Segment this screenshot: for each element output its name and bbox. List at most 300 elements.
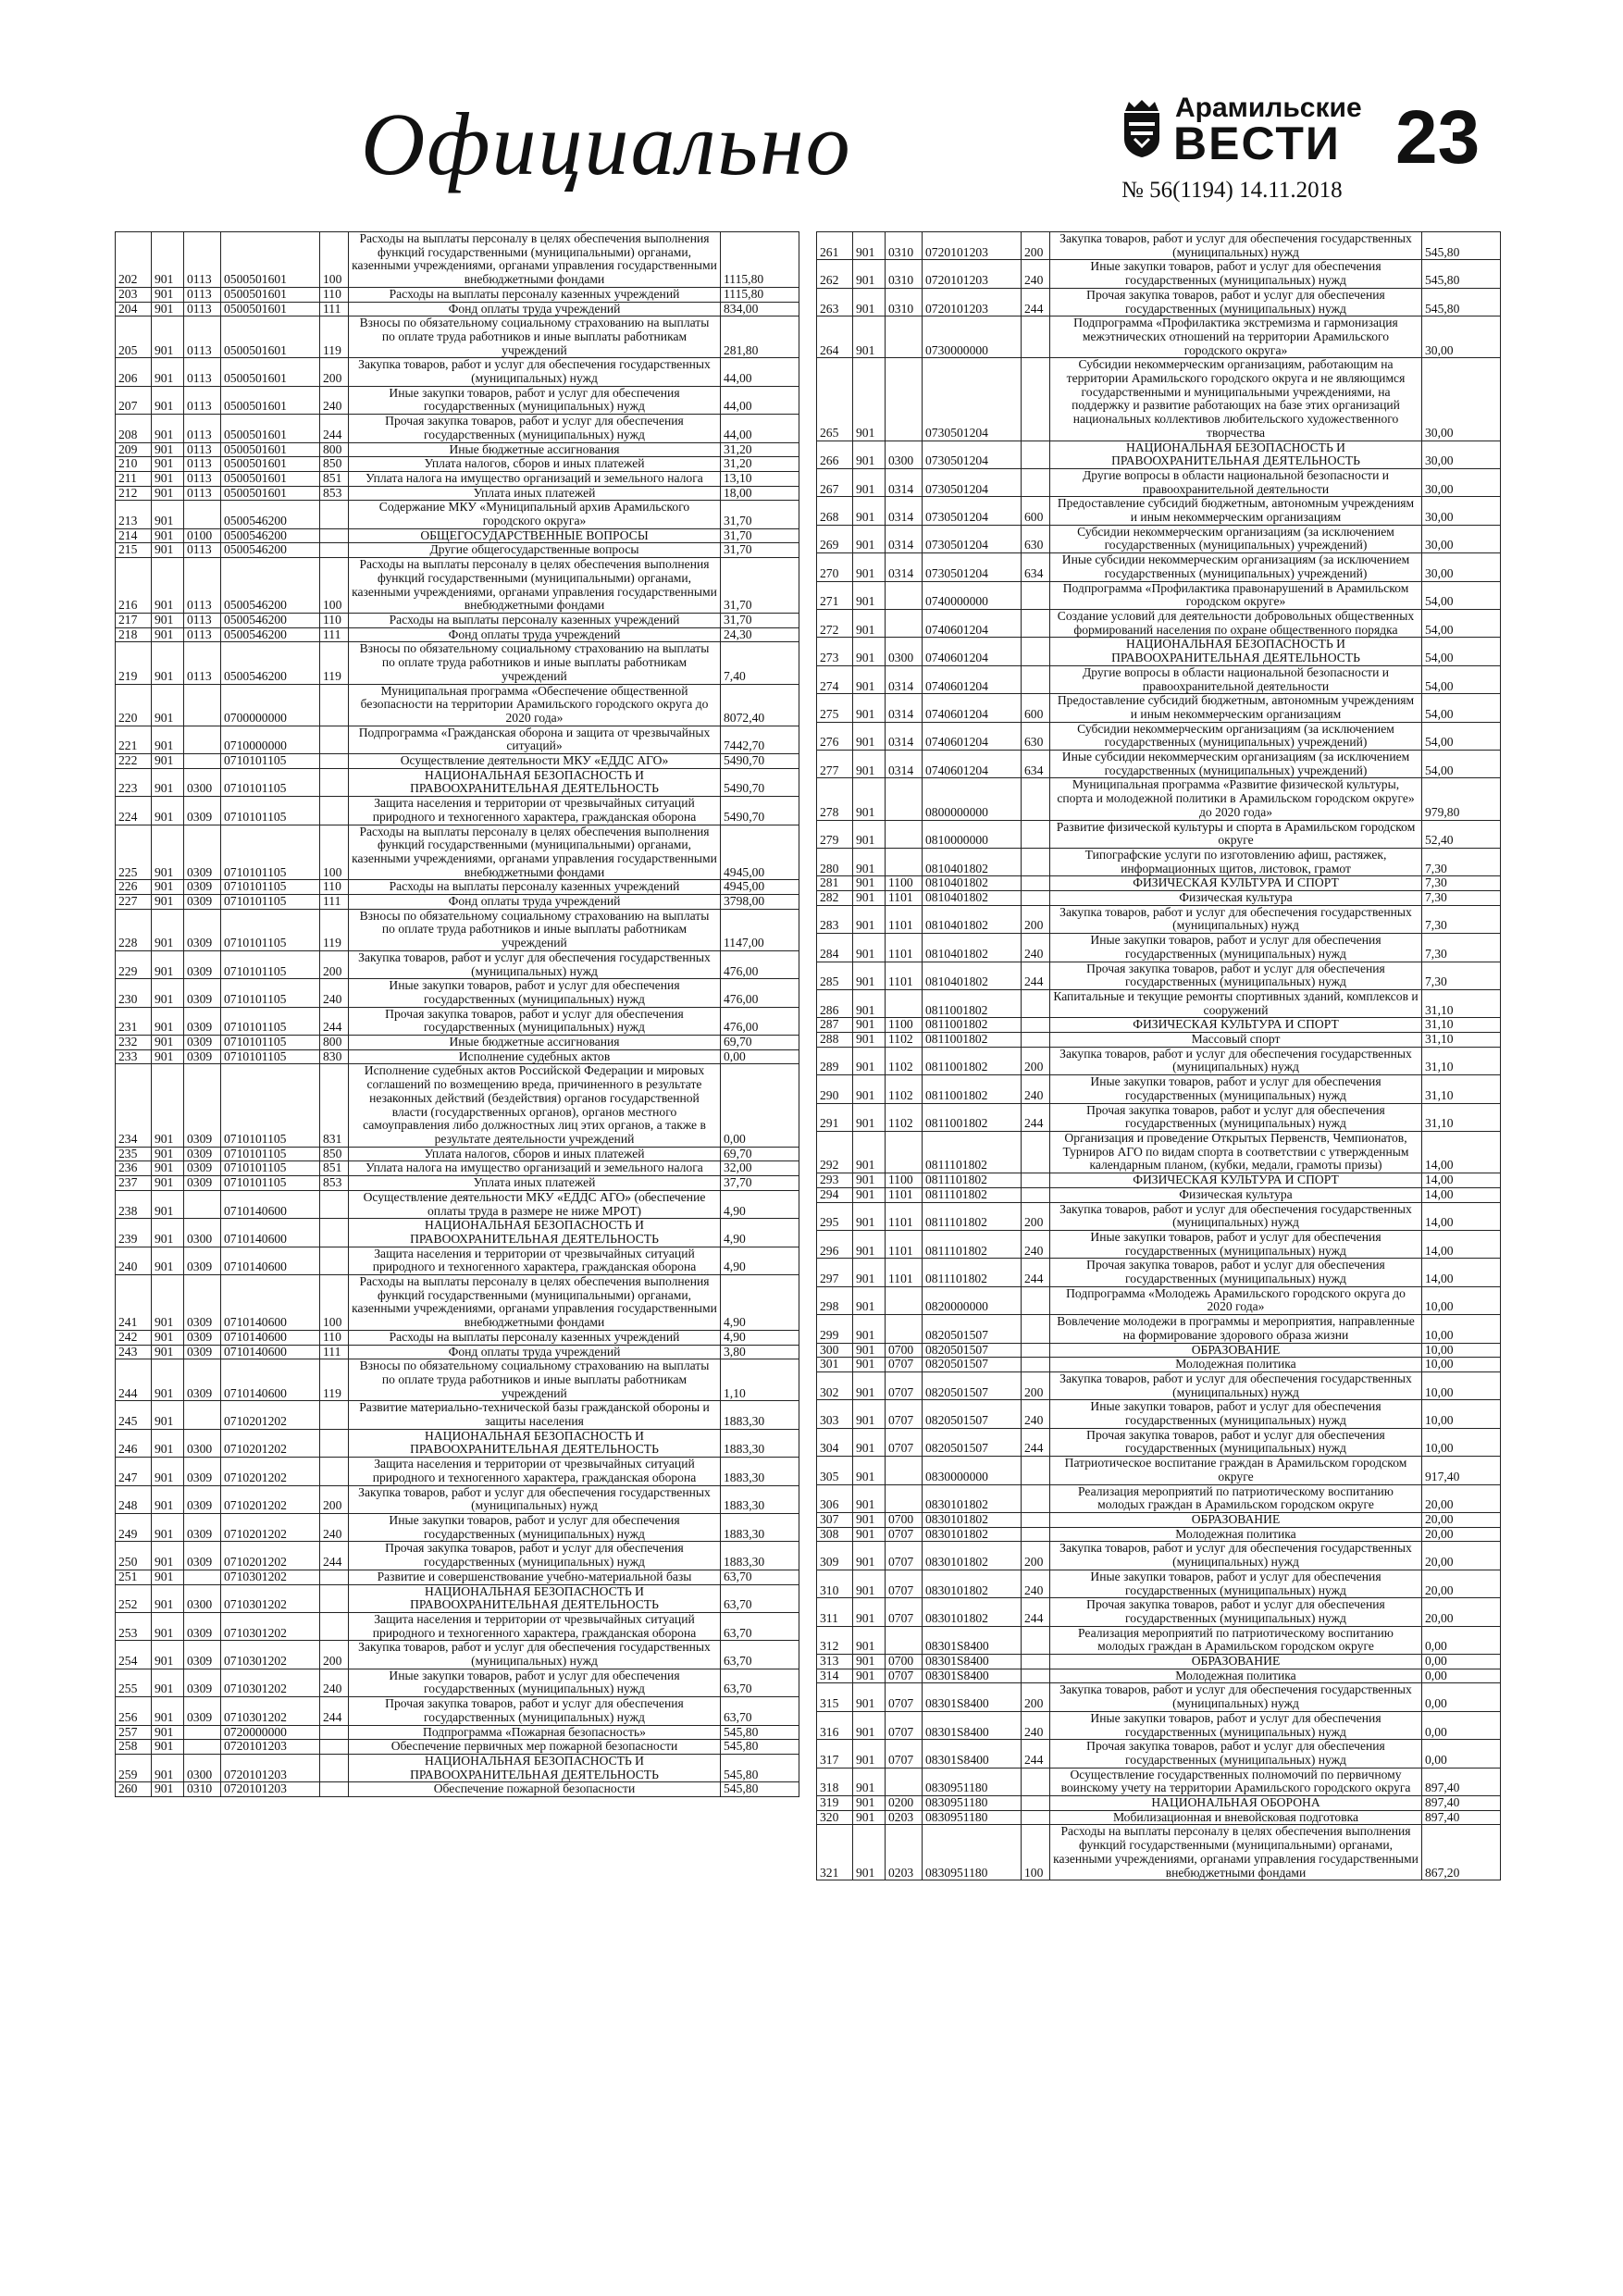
row-number: 248 bbox=[116, 1485, 152, 1513]
expense-type-code: 244 bbox=[1022, 1598, 1050, 1626]
row-number: 267 bbox=[817, 468, 853, 496]
row-number: 250 bbox=[116, 1542, 152, 1570]
section-code: 0309 bbox=[184, 1007, 221, 1035]
row-number: 297 bbox=[817, 1259, 853, 1286]
table-row bbox=[817, 1286, 1501, 1314]
description: Муниципальная программа «Обеспечение общественной безопасности на территории Арамильского городского округа до 2020 года» bbox=[349, 684, 721, 726]
table-row bbox=[817, 722, 1501, 750]
chief-admin-code: 901 bbox=[853, 848, 886, 875]
chief-admin-code: 901 bbox=[853, 441, 886, 468]
description: Физическая культура bbox=[1050, 891, 1422, 906]
row-number: 298 bbox=[817, 1286, 853, 1314]
description: Организация и проведение Открытых Первенств, Чемпионатов, Турниров АГО по видам спорта в соответствии с утвержденным календарным планом, (кубки, медали, грамоты призы) bbox=[1050, 1132, 1422, 1173]
table-row bbox=[116, 1036, 799, 1050]
section-code bbox=[886, 1315, 923, 1343]
description: Подпрограмма «Профилактика экстремизма и гармонизация межэтнических отношений на территории Арамильского городского округа» bbox=[1050, 316, 1422, 358]
section-code: 0203 bbox=[886, 1825, 923, 1880]
expense-type-code: 244 bbox=[1022, 1740, 1050, 1768]
description: Иные закупки товаров, работ и услуг для обеспечения государственных (муниципальных) нужд bbox=[349, 1669, 721, 1696]
expense-type-code: 110 bbox=[320, 613, 349, 627]
chief-admin-code: 901 bbox=[853, 468, 886, 496]
table-row bbox=[116, 1275, 799, 1331]
description: Прочая закупка товаров, работ и услуг для обеспечения государственных (муниципальных) нужд bbox=[349, 1007, 721, 1035]
expense-type-code bbox=[1022, 316, 1050, 358]
table-row bbox=[817, 905, 1501, 933]
amount: 20,00 bbox=[1422, 1598, 1501, 1626]
table-row bbox=[116, 1359, 799, 1401]
expense-type-code bbox=[1022, 1655, 1050, 1669]
amount: 14,00 bbox=[1422, 1187, 1501, 1202]
description: НАЦИОНАЛЬНАЯ БЕЗОПАСНОСТЬ И ПРАВООХРАНИТЕЛЬНАЯ ДЕЯТЕЛЬНОСТЬ bbox=[349, 1584, 721, 1612]
chief-admin-code: 901 bbox=[152, 1147, 184, 1161]
row-number: 301 bbox=[817, 1358, 853, 1372]
table-row bbox=[817, 1103, 1501, 1131]
chief-admin-code: 901 bbox=[853, 581, 886, 609]
section-code: 0309 bbox=[184, 979, 221, 1007]
row-number: 220 bbox=[116, 684, 152, 726]
row-number: 214 bbox=[116, 528, 152, 543]
row-number: 319 bbox=[817, 1796, 853, 1811]
chief-admin-code: 901 bbox=[853, 1683, 886, 1711]
description: Прочая закупка товаров, работ и услуг для обеспечения государственных (муниципальных) нужд bbox=[1050, 1598, 1422, 1626]
section-code: 0309 bbox=[184, 825, 221, 880]
amount: 7,30 bbox=[1422, 891, 1501, 906]
table-row bbox=[817, 1173, 1501, 1188]
row-number: 274 bbox=[817, 665, 853, 693]
section-code: 0309 bbox=[184, 1247, 221, 1274]
expense-type-code bbox=[320, 1190, 349, 1218]
description: Расходы на выплаты персоналу в целях обеспечения выполнения функций государственными (муниципальными) органами, казенными учреждениями, органами управления государственными внебюджетными фондами bbox=[349, 825, 721, 880]
section-code: 1102 bbox=[886, 1075, 923, 1103]
amount: 0,00 bbox=[1422, 1740, 1501, 1768]
chief-admin-code: 901 bbox=[152, 543, 184, 558]
amount: 31,20 bbox=[721, 442, 799, 457]
description: НАЦИОНАЛЬНАЯ БЕЗОПАСНОСТЬ И ПРАВООХРАНИТЕЛЬНАЯ ДЕЯТЕЛЬНОСТЬ bbox=[349, 1754, 721, 1781]
target-article-code: 0810000000 bbox=[923, 820, 1022, 848]
table-row bbox=[817, 962, 1501, 989]
table-row bbox=[817, 1527, 1501, 1542]
row-number: 239 bbox=[116, 1219, 152, 1247]
amount: 1115,80 bbox=[721, 287, 799, 302]
target-article-code: 0710101105 bbox=[221, 1161, 320, 1176]
target-article-code: 0710140600 bbox=[221, 1275, 320, 1331]
amount: 476,00 bbox=[721, 979, 799, 1007]
amount: 20,00 bbox=[1422, 1484, 1501, 1512]
amount: 5490,70 bbox=[721, 797, 799, 825]
table-row bbox=[817, 1259, 1501, 1286]
target-article-code: 0710140600 bbox=[221, 1247, 320, 1274]
section-code: 0707 bbox=[886, 1570, 923, 1597]
expense-type-code bbox=[320, 684, 349, 726]
row-number: 287 bbox=[817, 1018, 853, 1033]
row-number: 265 bbox=[817, 358, 853, 441]
table-row bbox=[817, 1683, 1501, 1711]
chief-admin-code: 901 bbox=[152, 486, 184, 501]
target-article-code: 0740601204 bbox=[923, 722, 1022, 750]
expense-type-code: 200 bbox=[1022, 1542, 1050, 1570]
target-article-code: 0740601204 bbox=[923, 665, 1022, 693]
amount: 31,10 bbox=[1422, 1075, 1501, 1103]
chief-admin-code: 901 bbox=[152, 386, 184, 414]
amount: 897,40 bbox=[1422, 1796, 1501, 1811]
target-article-code: 0811001802 bbox=[923, 1047, 1022, 1074]
table-row bbox=[116, 754, 799, 769]
description: Иные бюджетные ассигнования bbox=[349, 442, 721, 457]
row-number: 259 bbox=[116, 1754, 152, 1781]
target-article-code: 0811101802 bbox=[923, 1187, 1022, 1202]
expense-type-code bbox=[1022, 1626, 1050, 1654]
section-code: 0707 bbox=[886, 1371, 923, 1399]
table-row bbox=[116, 457, 799, 472]
chief-admin-code: 901 bbox=[152, 1782, 184, 1797]
section-code: 0300 bbox=[184, 1754, 221, 1781]
expense-type-code: 851 bbox=[320, 471, 349, 486]
section-code bbox=[184, 1570, 221, 1584]
amount: 54,00 bbox=[1422, 638, 1501, 665]
row-number: 254 bbox=[116, 1641, 152, 1669]
expense-type-code bbox=[1022, 468, 1050, 496]
chief-admin-code: 901 bbox=[152, 1176, 184, 1191]
description: Обеспечение первичных мер пожарной безопасности bbox=[349, 1740, 721, 1755]
row-number: 278 bbox=[817, 778, 853, 820]
row-number: 228 bbox=[116, 909, 152, 950]
row-number: 320 bbox=[817, 1810, 853, 1825]
description: Расходы на выплаты персоналу в целях обеспечения выполнения функций государственными (муниципальными) органами, казенными учреждениями, органами управления государственными внебюджетными фондами bbox=[349, 558, 721, 614]
target-article-code: 0740000000 bbox=[923, 581, 1022, 609]
chief-admin-code: 901 bbox=[853, 553, 886, 581]
row-number: 304 bbox=[817, 1428, 853, 1456]
row-number: 255 bbox=[116, 1669, 152, 1696]
chief-admin-code: 901 bbox=[853, 1315, 886, 1343]
amount: 30,00 bbox=[1422, 468, 1501, 496]
left-column bbox=[115, 231, 799, 1797]
table-row bbox=[817, 1047, 1501, 1074]
chief-admin-code: 901 bbox=[152, 1612, 184, 1640]
table-row bbox=[116, 558, 799, 614]
row-number: 300 bbox=[817, 1343, 853, 1358]
table-row bbox=[817, 665, 1501, 693]
description: Мобилизационная и вневойсковая подготовка bbox=[1050, 1810, 1422, 1825]
expense-type-code: 119 bbox=[320, 316, 349, 358]
chief-admin-code: 901 bbox=[152, 825, 184, 880]
chief-admin-code: 901 bbox=[853, 1484, 886, 1512]
section-code: 0300 bbox=[184, 1584, 221, 1612]
row-number: 275 bbox=[817, 694, 853, 722]
expense-type-code: 853 bbox=[320, 1176, 349, 1191]
amount: 14,00 bbox=[1422, 1259, 1501, 1286]
target-article-code: 0811101802 bbox=[923, 1173, 1022, 1188]
chief-admin-code: 901 bbox=[853, 1230, 886, 1258]
chief-admin-code: 901 bbox=[853, 1371, 886, 1399]
amount: 31,10 bbox=[1422, 1103, 1501, 1131]
amount: 37,70 bbox=[721, 1176, 799, 1191]
chief-admin-code: 901 bbox=[152, 1247, 184, 1274]
target-article-code: 0720101203 bbox=[923, 260, 1022, 288]
target-article-code: 0710101105 bbox=[221, 1064, 320, 1147]
section-code: 0113 bbox=[184, 287, 221, 302]
target-article-code: 0710101105 bbox=[221, 1147, 320, 1161]
expense-type-code bbox=[1022, 665, 1050, 693]
row-number: 237 bbox=[116, 1176, 152, 1191]
row-number: 266 bbox=[817, 441, 853, 468]
table-row bbox=[116, 797, 799, 825]
table-row bbox=[116, 909, 799, 950]
table-row bbox=[817, 232, 1501, 260]
row-number: 302 bbox=[817, 1371, 853, 1399]
target-article-code: 0500546200 bbox=[221, 613, 320, 627]
target-article-code: 0800000000 bbox=[923, 778, 1022, 820]
expense-type-code: 110 bbox=[320, 287, 349, 302]
table-row bbox=[817, 1315, 1501, 1343]
chief-admin-code: 901 bbox=[152, 287, 184, 302]
section-code: 0310 bbox=[886, 288, 923, 316]
expense-type-code bbox=[1022, 1810, 1050, 1825]
row-number: 225 bbox=[116, 825, 152, 880]
description: Иные закупки товаров, работ и услуг для обеспечения государственных (муниципальных) нужд bbox=[1050, 1075, 1422, 1103]
chief-admin-code: 901 bbox=[853, 638, 886, 665]
chief-admin-code: 901 bbox=[152, 1049, 184, 1064]
chief-admin-code: 901 bbox=[853, 1286, 886, 1314]
target-article-code: 0811001802 bbox=[923, 1033, 1022, 1048]
section-code: 0707 bbox=[886, 1527, 923, 1542]
expense-type-code bbox=[1022, 1173, 1050, 1188]
row-number: 270 bbox=[817, 553, 853, 581]
amount: 7,30 bbox=[1422, 905, 1501, 933]
section-code bbox=[886, 1626, 923, 1654]
section-code: 0707 bbox=[886, 1669, 923, 1683]
target-article-code: 0740601204 bbox=[923, 638, 1022, 665]
amount: 30,00 bbox=[1422, 358, 1501, 441]
row-number: 247 bbox=[116, 1458, 152, 1485]
expense-type-code bbox=[320, 1570, 349, 1584]
chief-admin-code: 901 bbox=[853, 1825, 886, 1880]
expense-type-code bbox=[1022, 1132, 1050, 1173]
table-row bbox=[817, 1825, 1501, 1880]
target-article-code: 0830101802 bbox=[923, 1542, 1022, 1570]
description: НАЦИОНАЛЬНАЯ БЕЗОПАСНОСТЬ И ПРАВООХРАНИТЕЛЬНАЯ ДЕЯТЕЛЬНОСТЬ bbox=[349, 768, 721, 796]
section-code: 1102 bbox=[886, 1103, 923, 1131]
chief-admin-code: 901 bbox=[853, 1655, 886, 1669]
table-row bbox=[817, 1655, 1501, 1669]
amount: 1883,30 bbox=[721, 1401, 799, 1429]
section-code: 0300 bbox=[886, 441, 923, 468]
section-code: 0707 bbox=[886, 1711, 923, 1739]
table-row bbox=[116, 1190, 799, 1218]
description: Прочая закупка товаров, работ и услуг для обеспечения государственных (муниципальных) нужд bbox=[349, 415, 721, 442]
chief-admin-code: 901 bbox=[152, 1330, 184, 1345]
row-number: 273 bbox=[817, 638, 853, 665]
description: Уплата налогов, сборов и иных платежей bbox=[349, 1147, 721, 1161]
target-article-code: 0710140600 bbox=[221, 1190, 320, 1218]
description: Расходы на выплаты персоналу казенных учреждений bbox=[349, 287, 721, 302]
section-code: 0113 bbox=[184, 471, 221, 486]
description: Иные закупки товаров, работ и услуг для обеспечения государственных (муниципальных) нужд bbox=[1050, 260, 1422, 288]
row-number: 236 bbox=[116, 1161, 152, 1176]
expense-type-code bbox=[320, 1429, 349, 1457]
amount: 44,00 bbox=[721, 415, 799, 442]
expense-type-code: 100 bbox=[1022, 1825, 1050, 1880]
section-code: 0310 bbox=[886, 232, 923, 260]
amount: 20,00 bbox=[1422, 1527, 1501, 1542]
target-article-code: 0710101105 bbox=[221, 880, 320, 895]
description: Защита населения и территории от чрезвычайных ситуаций природного и техногенного характера, гражданская оборона bbox=[349, 1458, 721, 1485]
section-code bbox=[886, 1132, 923, 1173]
amount: 14,00 bbox=[1422, 1202, 1501, 1230]
expense-type-code: 100 bbox=[320, 825, 349, 880]
row-number: 223 bbox=[116, 768, 152, 796]
expense-type-code bbox=[320, 1247, 349, 1274]
chief-admin-code: 901 bbox=[853, 1457, 886, 1484]
row-number: 256 bbox=[116, 1697, 152, 1725]
amount: 3,80 bbox=[721, 1345, 799, 1359]
table-row bbox=[116, 1669, 799, 1696]
target-article-code: 0700000000 bbox=[221, 684, 320, 726]
section-code bbox=[184, 684, 221, 726]
target-article-code: 0500546200 bbox=[221, 627, 320, 642]
description: Иные субсидии некоммерческим организациям (за исключением государственных (муниципальных) учреждений) bbox=[1050, 553, 1422, 581]
table-row bbox=[817, 1428, 1501, 1456]
description: Прочая закупка товаров, работ и услуг для обеспечения государственных (муниципальных) нужд bbox=[1050, 962, 1422, 989]
target-article-code: 0730501204 bbox=[923, 441, 1022, 468]
section-code: 0314 bbox=[886, 722, 923, 750]
expense-type-code: 100 bbox=[320, 558, 349, 614]
table-row bbox=[817, 694, 1501, 722]
target-article-code: 0710201202 bbox=[221, 1485, 320, 1513]
expense-type-code: 111 bbox=[320, 1345, 349, 1359]
description: Уплата налогов, сборов и иных платежей bbox=[349, 457, 721, 472]
target-article-code: 0710101105 bbox=[221, 1036, 320, 1050]
description: ОБЩЕГОСУДАРСТВЕННЫЕ ВОПРОСЫ bbox=[349, 528, 721, 543]
section-code: 0113 bbox=[184, 358, 221, 386]
amount: 917,40 bbox=[1422, 1457, 1501, 1484]
chief-admin-code: 901 bbox=[853, 1103, 886, 1131]
table-row bbox=[817, 1740, 1501, 1768]
expense-type-code bbox=[320, 1219, 349, 1247]
target-article-code: 0500546200 bbox=[221, 501, 320, 528]
chief-admin-code: 901 bbox=[152, 950, 184, 978]
description: ОБРАЗОВАНИЕ bbox=[1050, 1655, 1422, 1669]
description: Предоставление субсидий бюджетным, автономным учреждениям и иным некоммерческим организациям bbox=[1050, 497, 1422, 525]
description: Реализация мероприятий по патриотическому воспитанию молодых граждан в Арамильском городском округе bbox=[1050, 1626, 1422, 1654]
description: Расходы на выплаты персоналу в целях обеспечения выполнения функций государственными (муниципальными) органами, казенными учреждениями, органами управления государственными внебюджетными фондами bbox=[349, 1275, 721, 1331]
target-article-code: 0500501601 bbox=[221, 302, 320, 316]
row-number: 310 bbox=[817, 1570, 853, 1597]
target-article-code: 0710140600 bbox=[221, 1345, 320, 1359]
row-number: 281 bbox=[817, 876, 853, 891]
amount: 10,00 bbox=[1422, 1371, 1501, 1399]
description: Иные закупки товаров, работ и услуг для обеспечения государственных (муниципальных) нужд bbox=[1050, 934, 1422, 962]
section-code bbox=[886, 820, 923, 848]
description: Взносы по обязательному социальному страхованию на выплаты по оплате труда работников и иные выплаты работникам учреждений bbox=[349, 316, 721, 358]
chief-admin-code: 901 bbox=[853, 1173, 886, 1188]
amount: 545,80 bbox=[1422, 232, 1501, 260]
chief-admin-code: 901 bbox=[152, 1345, 184, 1359]
amount: 63,70 bbox=[721, 1570, 799, 1584]
row-number: 221 bbox=[116, 726, 152, 753]
expense-type-code: 600 bbox=[1022, 497, 1050, 525]
table-row bbox=[817, 1711, 1501, 1739]
expense-type-code: 240 bbox=[320, 386, 349, 414]
expense-type-code: 200 bbox=[320, 1641, 349, 1669]
section-code: 0309 bbox=[184, 1275, 221, 1331]
table-row bbox=[817, 989, 1501, 1017]
row-number: 241 bbox=[116, 1275, 152, 1331]
chief-admin-code: 901 bbox=[853, 1018, 886, 1033]
target-article-code: 0710201202 bbox=[221, 1513, 320, 1541]
chief-admin-code: 901 bbox=[853, 1740, 886, 1768]
table-row bbox=[817, 1512, 1501, 1527]
table-row bbox=[116, 1219, 799, 1247]
row-number: 218 bbox=[116, 627, 152, 642]
table-row bbox=[116, 825, 799, 880]
amount: 54,00 bbox=[1422, 694, 1501, 722]
description: Закупка товаров, работ и услуг для обеспечения государственных (муниципальных) нужд bbox=[1050, 1371, 1422, 1399]
expense-type-code bbox=[1022, 1358, 1050, 1372]
chief-admin-code: 901 bbox=[152, 1190, 184, 1218]
amount: 545,80 bbox=[721, 1725, 799, 1740]
description: Уплата налога на имущество организаций и земельного налога bbox=[349, 471, 721, 486]
description: Исполнение судебных актов Российской Федерации и мировых соглашений по возмещению вреда, причиненного в результате незаконных действий (бездействия) органов государственной власти (государственных органов), органов местного самоуправления либо должностных лиц этих органов, а также в результате деятельности учреждений bbox=[349, 1064, 721, 1147]
expense-type-code bbox=[320, 1740, 349, 1755]
section-code: 0309 bbox=[184, 1542, 221, 1570]
expense-type-code bbox=[1022, 441, 1050, 468]
section-code: 0113 bbox=[184, 232, 221, 288]
table-row bbox=[817, 1132, 1501, 1173]
description: Расходы на выплаты персоналу казенных учреждений bbox=[349, 880, 721, 895]
row-number: 232 bbox=[116, 1036, 152, 1050]
section-code: 0310 bbox=[886, 260, 923, 288]
row-number: 284 bbox=[817, 934, 853, 962]
section-code bbox=[886, 358, 923, 441]
description: Иные бюджетные ассигнования bbox=[349, 1036, 721, 1050]
row-number: 252 bbox=[116, 1584, 152, 1612]
expense-type-code bbox=[1022, 989, 1050, 1017]
section-code: 0113 bbox=[184, 543, 221, 558]
target-article-code: 0810401802 bbox=[923, 905, 1022, 933]
section-code bbox=[886, 1457, 923, 1484]
expense-type-code bbox=[320, 528, 349, 543]
description: Содержание МКУ «Муниципальный архив Арамильского городского округа» bbox=[349, 501, 721, 528]
row-number: 276 bbox=[817, 722, 853, 750]
description: Закупка товаров, работ и услуг для обеспечения государственных (муниципальных) нужд bbox=[349, 950, 721, 978]
chief-admin-code: 901 bbox=[152, 1641, 184, 1669]
amount: 30,00 bbox=[1422, 553, 1501, 581]
chief-admin-code: 901 bbox=[853, 1047, 886, 1074]
table-row bbox=[116, 232, 799, 288]
section-code: 1101 bbox=[886, 1259, 923, 1286]
description: ОБРАЗОВАНИЕ bbox=[1050, 1512, 1422, 1527]
section-code: 0309 bbox=[184, 1064, 221, 1147]
row-number: 258 bbox=[116, 1740, 152, 1755]
expense-type-code: 200 bbox=[1022, 1047, 1050, 1074]
table-row bbox=[116, 627, 799, 642]
target-article-code: 0500546200 bbox=[221, 558, 320, 614]
chief-admin-code: 901 bbox=[853, 751, 886, 778]
table-row bbox=[116, 1485, 799, 1513]
chief-admin-code: 901 bbox=[152, 457, 184, 472]
description: ФИЗИЧЕСКАЯ КУЛЬТУРА И СПОРТ bbox=[1050, 1173, 1422, 1188]
section-code: 1101 bbox=[886, 962, 923, 989]
section-code: 1101 bbox=[886, 891, 923, 906]
chief-admin-code: 901 bbox=[152, 1219, 184, 1247]
amount: 897,40 bbox=[1422, 1810, 1501, 1825]
target-article-code: 0820501507 bbox=[923, 1400, 1022, 1428]
amount: 30,00 bbox=[1422, 497, 1501, 525]
table-row bbox=[817, 316, 1501, 358]
description: НАЦИОНАЛЬНАЯ ОБОРОНА bbox=[1050, 1796, 1422, 1811]
description: НАЦИОНАЛЬНАЯ БЕЗОПАСНОСТЬ И ПРАВООХРАНИТЕЛЬНАЯ ДЕЯТЕЛЬНОСТЬ bbox=[1050, 441, 1422, 468]
description: Закупка товаров, работ и услуг для обеспечения государственных (муниципальных) нужд bbox=[349, 358, 721, 386]
